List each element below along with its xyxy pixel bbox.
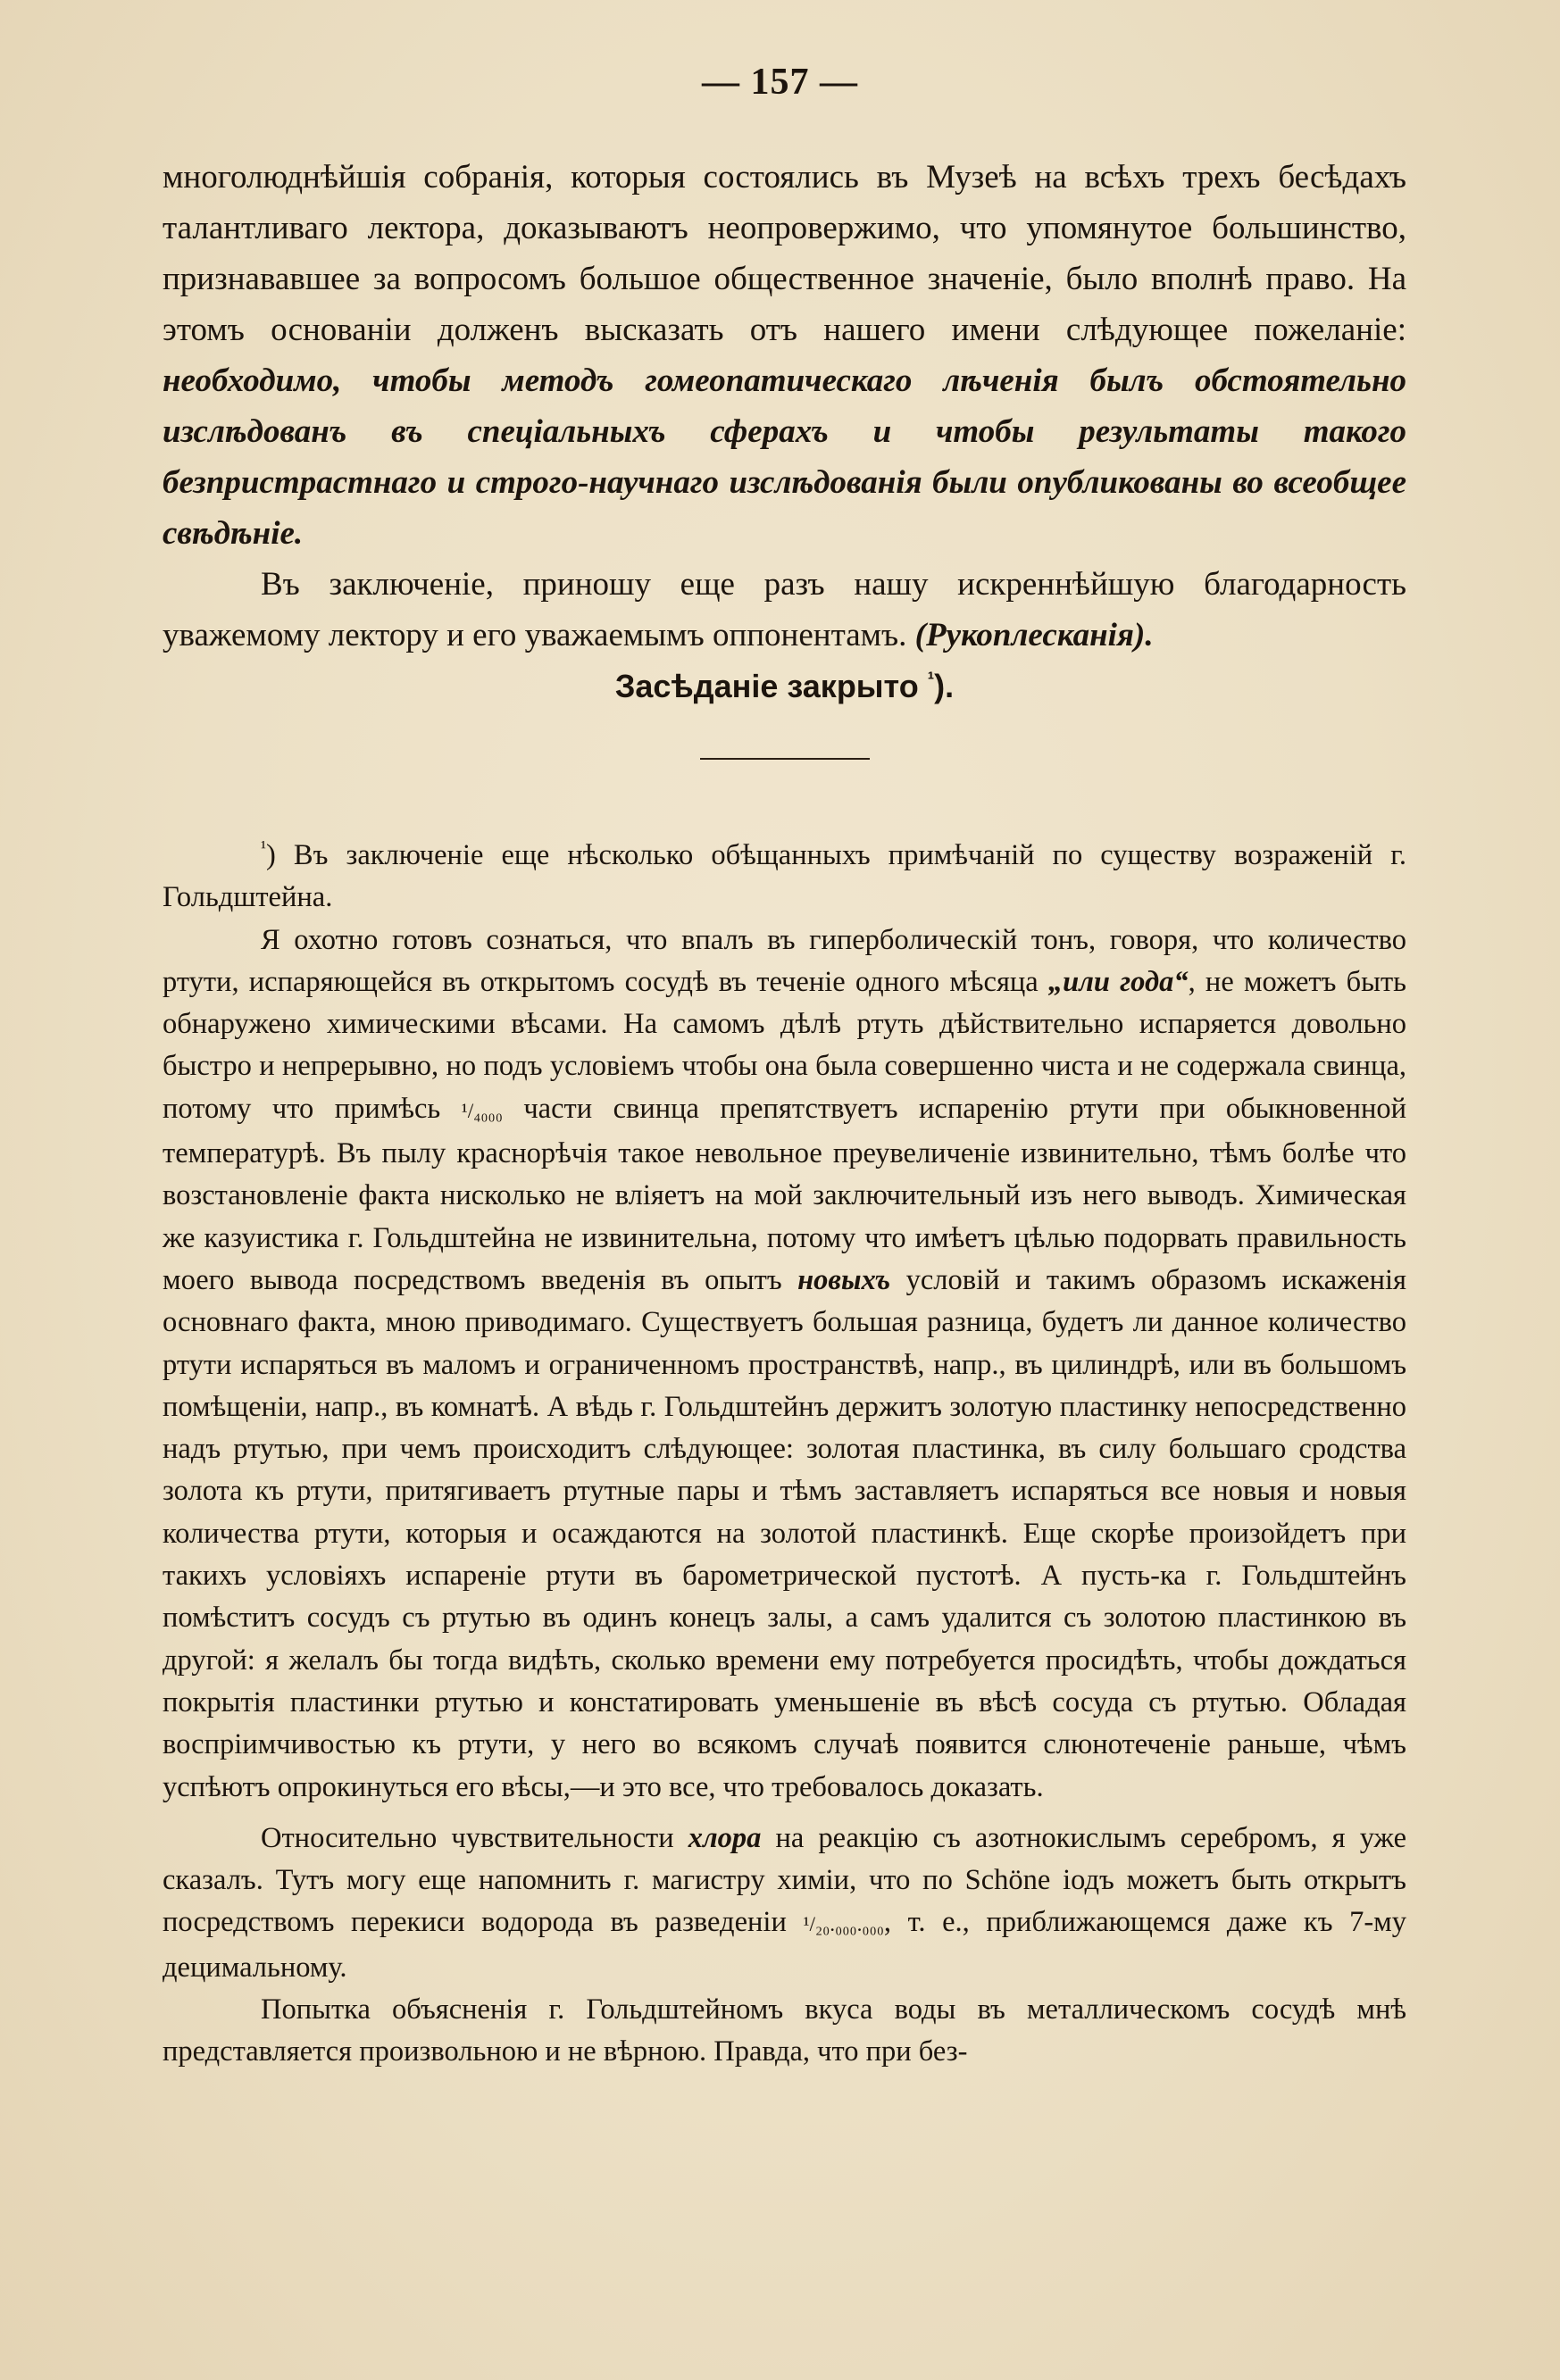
paragraph-text: Въ заключеніе, приношу еще разъ нашу искреннѣйшую благодарность уважемому лектору и его уважаемымъ оппонентамъ. (163, 566, 1406, 653)
paragraph-thanks (163, 559, 1406, 661)
footnote-divider (700, 758, 870, 760)
footnote-marker: ¹ (927, 668, 935, 690)
footnote-text: Я охотно готовъ сознаться, что впалъ въ гиперболическій тонъ, говоря, что количество ртути, испаряющейся въ открытомъ сосудѣ въ теченіе одного мѣсяца (163, 923, 1406, 998)
emphasis-new: новыхъ (797, 1263, 891, 1296)
applause-note: (Рукоплесканія). (914, 617, 1154, 653)
footnote-text: условій и такимъ образомъ искаженія основнаго факта, мною приводимаго. Существуетъ большая разница, будетъ ли данное количество ртути испаряться въ маломъ и ограниченномъ пространствѣ, напр., въ цилиндрѣ, или въ большомъ помѣщеніи, напр., въ комнатѣ. А вѣдь г. Гольдштейнъ держитъ золотую пластинку непосредственно надъ ртутью, при чемъ происходитъ слѣдующее: золотая пластинка, въ силу большаго сродства золота къ ртути, притягиваетъ ртутные пары и тѣмъ заставляетъ испаряться все новыя и новыя количества ртути, которыя и осаждаются на золотой пластинкѣ. Еще скорѣе произойдетъ при такихъ условіяхъ испареніе ртути въ барометрической пустотѣ. А пусть-ка г. Гольдштейнъ помѣститъ сосудъ съ ртутью въ одинъ конецъ залы, а самъ удалится съ золотою пластинкою въ другой: я желалъ бы тогда видѣть, сколько времени ему потребуется просидѣть, чтобы дождаться покрытія пластинки ртутью и констатировать уменьшеніе въ вѣсѣ сосуда съ ртутью. Обладая воспріимчивостью къ ртути, у него во всякомъ случаѣ появится слюнотеченіе раньше, чѣмъ успѣютъ опрокинуться его вѣсы,—и это все, что требовалось доказать. (163, 1263, 1406, 1803)
footnotes (163, 835, 1406, 2074)
footnote-paragraph-taste: Попытка объясненія г. Гольдштейномъ вкуса воды въ металлическомъ сосудѣ мнѣ представляется произвольною и не вѣрною. Правда, что при без- (163, 1993, 1406, 2068)
page-number: — 157 — (702, 62, 858, 103)
footnote-text: ) Въ заключеніе еще нѣсколько обѣщанныхъ примѣчаній по существу возраженій г. Гольдштейна. (163, 839, 1406, 914)
footnote-text: Относительно чувствительности (261, 1821, 688, 1854)
emphasized-wish: необходимо, чтобы методъ гомеопатическаго лѣченія былъ обстоятельно изслѣдованъ въ спеціальныхъ сферахъ и чтобы результаты такого безпристрастнаго и строго-научнаго изслѣдованія были опубликованы во всеобщее свѣдѣніе. (163, 362, 1406, 552)
emphasis-chlorine: хлора (688, 1821, 762, 1854)
footnote-marker: ¹ (261, 838, 267, 859)
main-text (163, 152, 1406, 760)
footnote-text: , т. е., приближающемся даже къ 7-му децимальному. (163, 1906, 1406, 1984)
footnote-text: части свинца препятствуетъ испаренію ртути при обыкновенной температурѣ. Въ пылу краснорѣчія такое невольное преувеличеніе извинительно, тѣмъ болѣе что возстановленіе факта нисколько не вліяетъ на мой заключительный изъ него выводъ. Химическая же казуистика г. Гольдштейна не извинительна, потому что имѣетъ цѣлью подорвать правильность моего вывода посредствомъ введенія въ опытъ (163, 1092, 1406, 1296)
session-closed-heading (163, 661, 1406, 712)
footnote-text: , не можетъ быть обнаружено химическими вѣсами. На самомъ дѣлѣ ртуть дѣйствительно испаряется довольно быстро и непрерывно, но подъ условіемъ чтобы она была совершенно чиста и не содержала свинца, потому что примѣсь (163, 965, 1406, 1125)
footnote-paragraph-mercury (163, 920, 1406, 1809)
fraction: ¹/₂₀.₀₀₀.₀₀₀ (803, 1913, 884, 1937)
footnote-paragraph-chlorine (163, 1818, 1406, 1989)
paragraph-conclusion-wish (163, 152, 1406, 559)
closing-text: Засѣданіе закрыто (614, 668, 919, 704)
emphasis-or-year: „или года“ (1047, 965, 1189, 998)
fraction: ¹/₄₀₀₀ (461, 1099, 503, 1123)
footnote-text: на реакцію съ азотнокислымъ серебромъ, я уже сказалъ. Тутъ могу еще напомнить г. магистру химіи, что по Schöne іодъ можетъ быть открытъ посредствомъ перекиси водорода въ разведеніи (163, 1821, 1406, 1939)
closing-tail: ). (934, 668, 955, 704)
paragraph-text: многолюднѣйшія собранія, которыя состоялись въ Музеѣ на всѣхъ трехъ бесѣдахъ талантливаго лектора, доказываютъ неопровержимо, что упомянутое большинство, признававшее за вопросомъ большое общественное значеніе, было вполнѣ право. На этомъ основаніи долженъ высказать отъ нашего имени слѣдующее пожеланіе: (163, 159, 1406, 348)
footnote-1 (163, 835, 1406, 920)
